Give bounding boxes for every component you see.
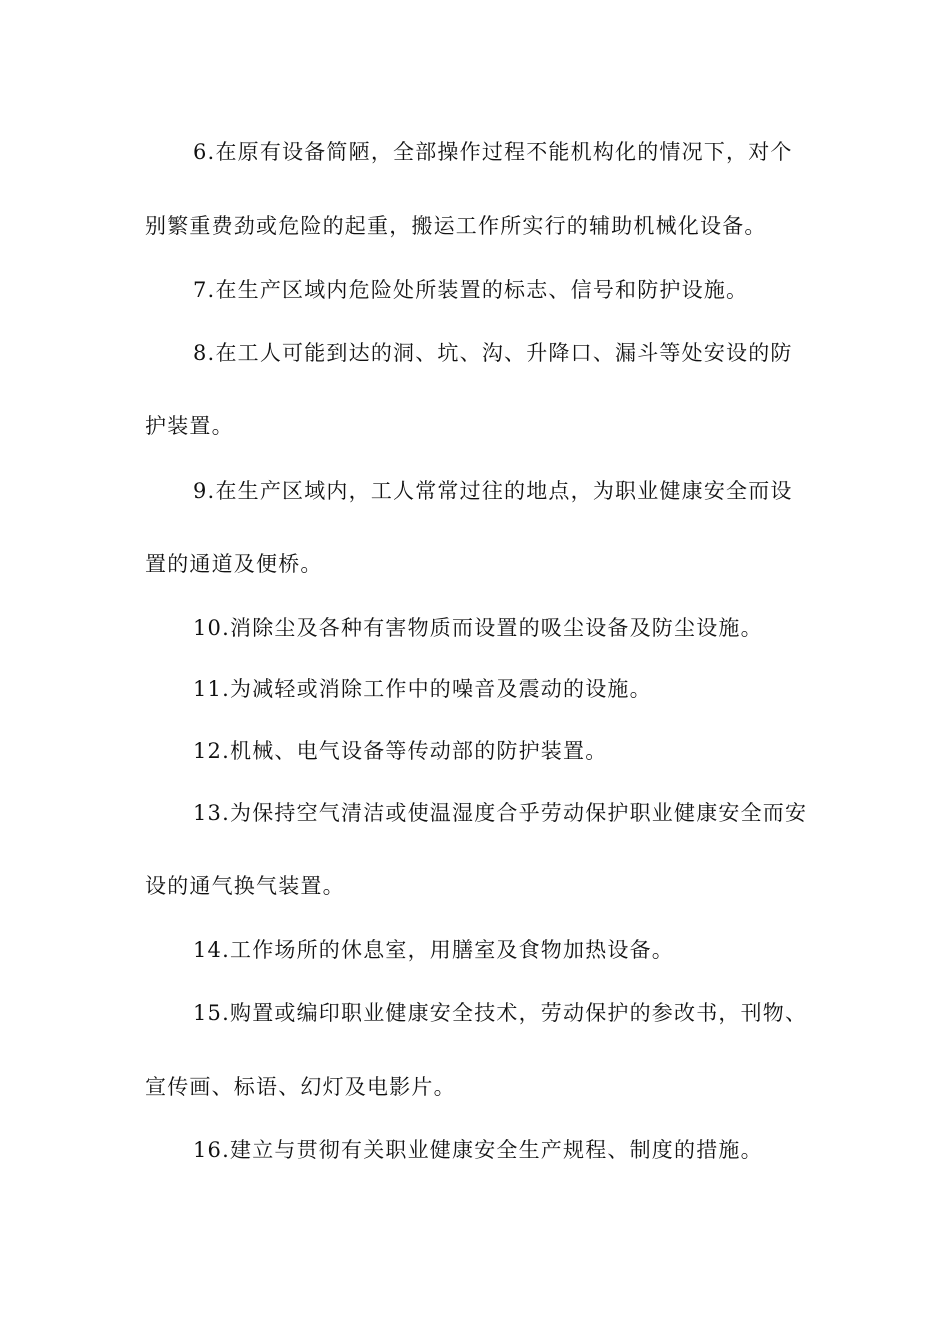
- item-8-number: 8.: [193, 341, 216, 365]
- item-7-number: 7.: [193, 278, 216, 302]
- item-13-number: 13.: [193, 801, 230, 825]
- item-13-text-2: 设的通气换气装置。: [145, 874, 345, 898]
- item-12-text-1: 机械、电气设备等传动部的防护装置。: [230, 739, 608, 763]
- item-10-text-1: 消除尘及各种有害物质而设置的吸尘设备及防尘设施。: [230, 616, 763, 640]
- item-8-text-1: 在工人可能到达的洞、坑、沟、升降口、漏斗等处安设的防: [215, 341, 793, 365]
- item-9-line-2: [145, 550, 810, 578]
- item-13-text-1: 为保持空气清洁或使温湿度合乎劳动保护职业健康安全而安: [230, 801, 808, 825]
- item-11-text-1: 为减轻或消除工作中的噪音及震动的设施。: [230, 677, 652, 701]
- item-7-line-1: [193, 276, 858, 304]
- item-12-line-1: [193, 737, 858, 765]
- item-16-number: 16.: [193, 1138, 230, 1162]
- item-11-line-1: [193, 675, 858, 703]
- item-8-text-2: 护装置。: [145, 414, 234, 438]
- item-6-line-1: [193, 138, 858, 166]
- item-8-line-2: [145, 412, 810, 440]
- item-6-text-1: 在原有设备简陋，全部操作过程不能机构化的情况下，对个: [215, 140, 793, 164]
- item-15-text-2: 宣传画、标语、幻灯及电影片。: [145, 1075, 456, 1099]
- item-11-number: 11.: [193, 677, 230, 701]
- item-12-number: 12.: [193, 739, 230, 763]
- item-9-number: 9.: [193, 479, 216, 503]
- item-15-line-2: [145, 1073, 810, 1101]
- item-16-line-1: [193, 1136, 858, 1164]
- item-15-number: 15.: [193, 1001, 230, 1025]
- item-6-line-2: [145, 212, 810, 240]
- item-14-line-1: [193, 936, 858, 964]
- item-13-line-2: [145, 872, 810, 900]
- item-16-text-1: 建立与贯彻有关职业健康安全生产规程、制度的措施。: [230, 1138, 763, 1162]
- item-7-text-1: 在生产区域内危险处所装置的标志、信号和防护设施。: [215, 278, 749, 302]
- item-9-text-2: 置的通道及便桥。: [145, 552, 323, 576]
- item-15-line-1: [193, 999, 858, 1027]
- item-14-text-1: 工作场所的休息室，用膳室及食物加热设备。: [230, 938, 674, 962]
- item-10-number: 10.: [193, 616, 230, 640]
- item-14-number: 14.: [193, 938, 230, 962]
- item-15-text-1: 购置或编印职业健康安全技术，劳动保护的参改书，刊物、: [230, 1001, 808, 1025]
- item-6-number: 6.: [193, 140, 216, 164]
- item-6-text-2: 别繁重费劲或危险的起重，搬运工作所实行的辅助机械化设备。: [145, 214, 767, 238]
- item-10-line-1: [193, 614, 858, 642]
- item-9-line-1: [193, 477, 858, 505]
- item-8-line-1: [193, 339, 858, 367]
- item-13-line-1: [193, 799, 858, 827]
- item-9-text-1: 在生产区域内，工人常常过往的地点，为职业健康安全而设: [215, 479, 793, 503]
